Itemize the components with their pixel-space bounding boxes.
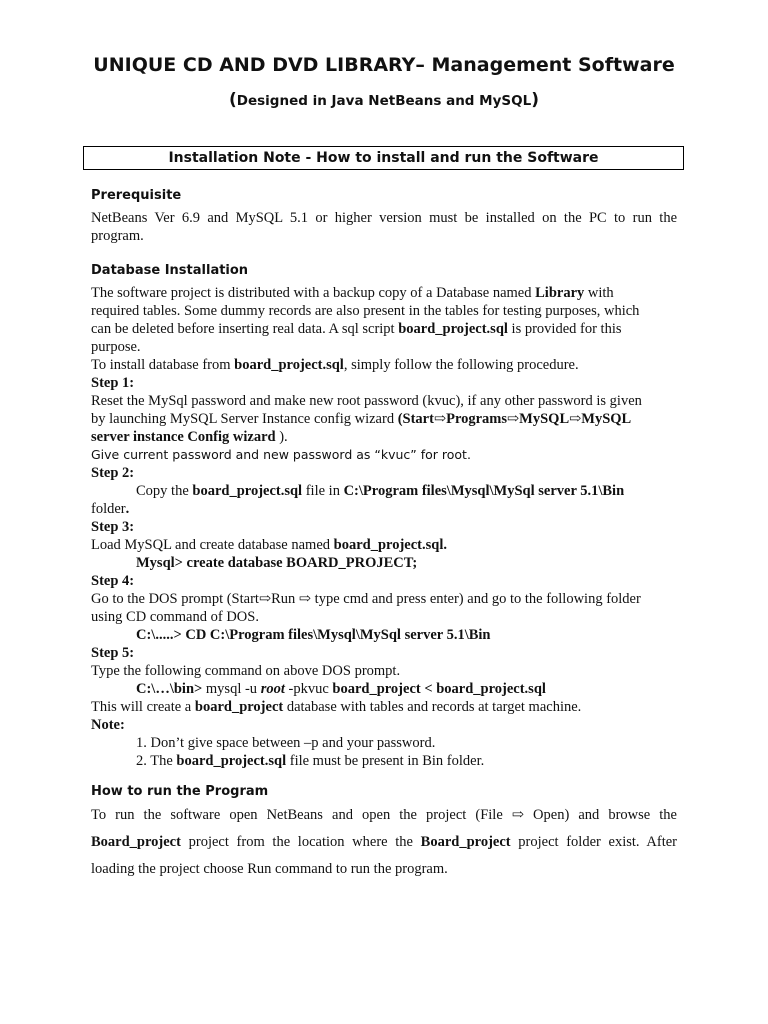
run-line-1: To run the software open NetBeans and open the project (File ⇨ Open) and browse the — [91, 807, 677, 823]
installation-note-box: Installation Note - How to install and run the Software — [83, 146, 684, 170]
prerequisite-heading: Prerequisite — [91, 188, 182, 203]
step-5-label: Step 5: — [91, 645, 135, 661]
page-title: UNIQUE CD AND DVD LIBRARY– Management Software — [93, 54, 675, 76]
step-5-command: C:\…\bin> mysql -u root -pkvuc board_project < board_project.sql — [136, 681, 546, 697]
step-1-label: Step 1: — [91, 375, 135, 391]
prerequisite-line-1: NetBeans Ver 6.9 and MySQL 5.1 or higher version must be installed on the PC to run the — [91, 210, 677, 226]
step-4-line-2: using CD command of DOS. — [91, 609, 259, 625]
prerequisite-line-2: program. — [91, 228, 144, 244]
database-heading: Database Installation — [91, 263, 249, 278]
step-2-line-2: folder. — [91, 501, 130, 517]
step-1-line-4: Give current password and new password as “kvuc” for root. — [91, 447, 471, 462]
step-4-line-1: Go to the DOS prompt (Start⇨Run ⇨ type cmd and press enter) and go to the following folder — [91, 591, 641, 607]
note-label: Note: — [91, 717, 125, 733]
database-para-line-4: purpose. — [91, 339, 141, 355]
run-line-2: Board_project project from the location where the Board_project project folder exist. After — [91, 834, 677, 850]
run-heading: How to run the Program — [91, 784, 269, 799]
step-2-label: Step 2: — [91, 465, 135, 481]
step-1-line-2: by launching MySQL Server Instance config wizard (Start⇨Programs⇨MySQL⇨MySQL — [91, 411, 632, 427]
note-item-1: 1. Don’t give space between –p and your password. — [136, 735, 436, 751]
step-3-line-1: Load MySQL and create database named board_project.sql. — [91, 537, 447, 553]
step-1-line-1: Reset the MySql password and make new root password (kvuc), if any other password is given — [91, 393, 642, 409]
step-4-label: Step 4: — [91, 573, 135, 589]
step-2-line-1: Copy the board_project.sql file in C:\Program files\Mysql\MySql server 5.1\Bin — [136, 483, 625, 499]
step-5-line-1: Type the following command on above DOS prompt. — [91, 663, 401, 679]
step-4-command: C:\.....> CD C:\Program files\Mysql\MySql server 5.1\Bin — [136, 627, 491, 643]
step-3-command: Mysql> create database BOARD_PROJECT; — [136, 555, 418, 571]
database-para-line-2: required tables. Some dummy records are also present in the tables for testing purposes, which — [91, 303, 640, 319]
page-subtitle: (Designed in Java NetBeans and MySQL) — [229, 90, 539, 110]
step-3-label: Step 3: — [91, 519, 135, 535]
database-para-line-1: The software project is distributed with a backup copy of a Database named Library with — [91, 285, 614, 301]
run-line-3: loading the project choose Run command to run the program. — [91, 861, 448, 877]
note-item-2: 2. The board_project.sql file must be present in Bin folder. — [136, 753, 485, 769]
database-para-line-3: can be deleted before inserting real data. A sql script board_project.sql is provided for this — [91, 321, 622, 337]
database-procedure-intro: To install database from board_project.sql, simply follow the following procedure. — [91, 357, 579, 373]
step-5-line-3: This will create a board_project database with tables and records at target machine. — [91, 699, 582, 715]
step-1-line-3: server instance Config wizard ). — [91, 429, 288, 445]
